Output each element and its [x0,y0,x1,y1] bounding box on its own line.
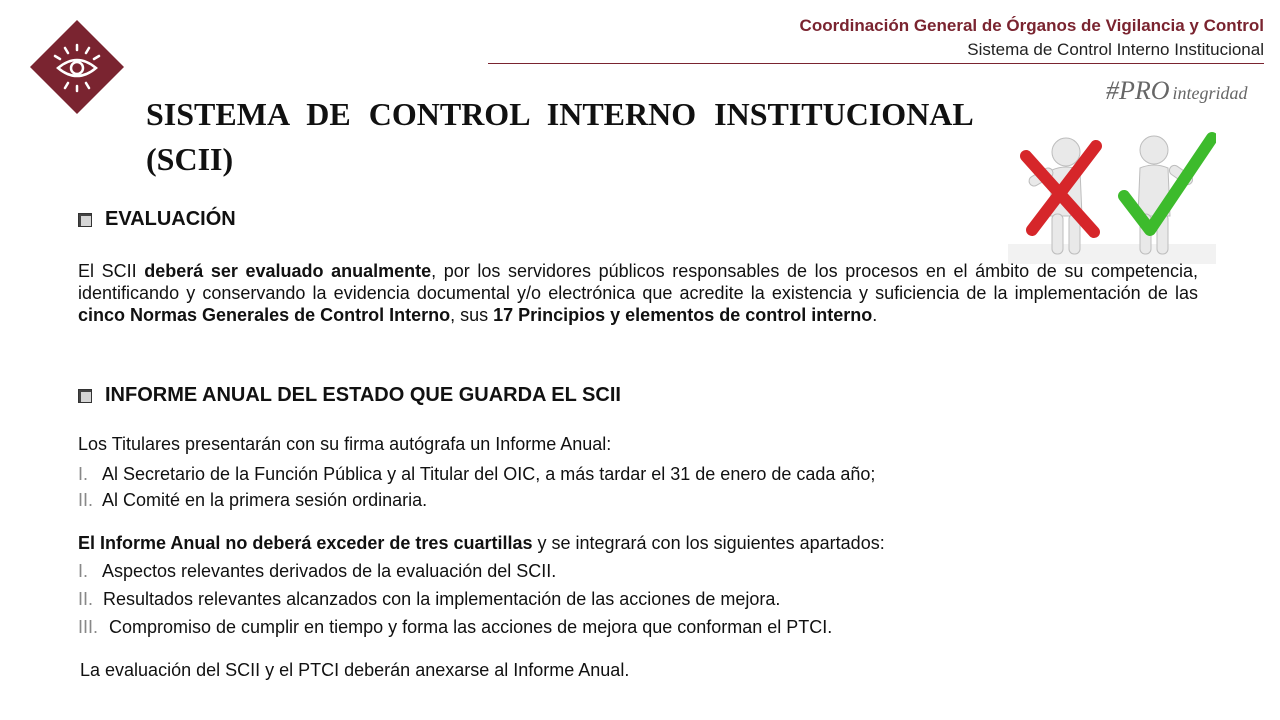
list-item-text: Resultados relevantes alcanzados con la implementación de las acciones de mejora. [103,589,781,609]
informe-intro: Los Titulares presentarán con su firma autógrafa un Informe Anual: [78,434,612,454]
list-item [78,588,780,610]
section-heading-label: EVALUACIÓN [105,208,236,230]
list-item-text: Aspectos relevantes derivados de la evaluación del SCII. [102,561,557,581]
text-run: . [872,305,878,325]
roman-numeral: II. [78,589,94,609]
closing-note: La evaluación del SCII y el PTCI deberán anexarse al Informe Anual. [80,660,630,680]
emphasis: 17 Principios y elementos de control interno [493,305,873,325]
evaluacion-paragraph [78,260,1198,326]
list-item-text: Al Secretario de la Función Pública y al Titular del OIC, a más tardar el 31 de enero de cada año; [102,464,876,484]
pro-logo-sub: integridad [1172,83,1248,103]
list-item [78,489,427,511]
roman-numeral: III. [78,617,99,637]
text-run: , sus [450,305,494,325]
organization-subtitle: Sistema de Control Interno Institucional [967,40,1264,59]
roman-numeral: II. [78,490,94,510]
emphasis: cinco Normas Generales de Control Interno [78,305,451,325]
list-item-text: Al Comité en la primera sesión ordinaria. [102,490,428,510]
page-title-line1: SISTEMA DE CONTROL INTERNO INSTITUCIONAL [146,96,974,132]
section-heading-label: INFORME ANUAL DEL ESTADO QUE GUARDA EL SCII [105,384,621,406]
pro-logo-main: #PRO [1106,76,1170,105]
checkbox-bullet-icon [78,213,92,227]
cross-and-check-figures-illustration [1008,124,1216,264]
informe-limit-text [78,532,1208,554]
page-title-line2: (SCII) [146,141,234,177]
list-item-text: Compromiso de cumplir en tiempo y forma las acciones de mejora que conforman el PTCI. [109,617,833,637]
section-heading-evaluacion [78,208,236,231]
section-heading-informe-anual [78,384,621,407]
roman-numeral: I. [78,464,89,484]
page-title [146,92,1106,182]
pro-integridad-logo [1106,76,1248,106]
emphasis: El Informe Anual no deberá exceder de tres cuartillas [78,533,533,553]
text-run: , por los servidores públicos responsables de los procesos en el ámbito de su competencia, identificando y conservando la evidencia documental y/o electrónica que acredite la existencia y suficiencia de la implementación de las [78,261,1199,303]
list-item [78,560,556,582]
list-item [78,463,875,485]
checkbox-bullet-icon [78,389,92,403]
emphasis: deberá ser evaluado anualmente [144,261,432,281]
text-run: y se integrará con los siguientes apartados: [532,533,885,553]
text-run: El SCII [78,261,145,281]
roman-numeral: I. [78,561,89,581]
organization-title: Coordinación General de Órganos de Vigilancia y Control [799,16,1264,35]
header-divider [488,63,1264,64]
figure-check [1138,136,1195,254]
list-item [78,616,832,638]
institution-logo [28,18,126,116]
